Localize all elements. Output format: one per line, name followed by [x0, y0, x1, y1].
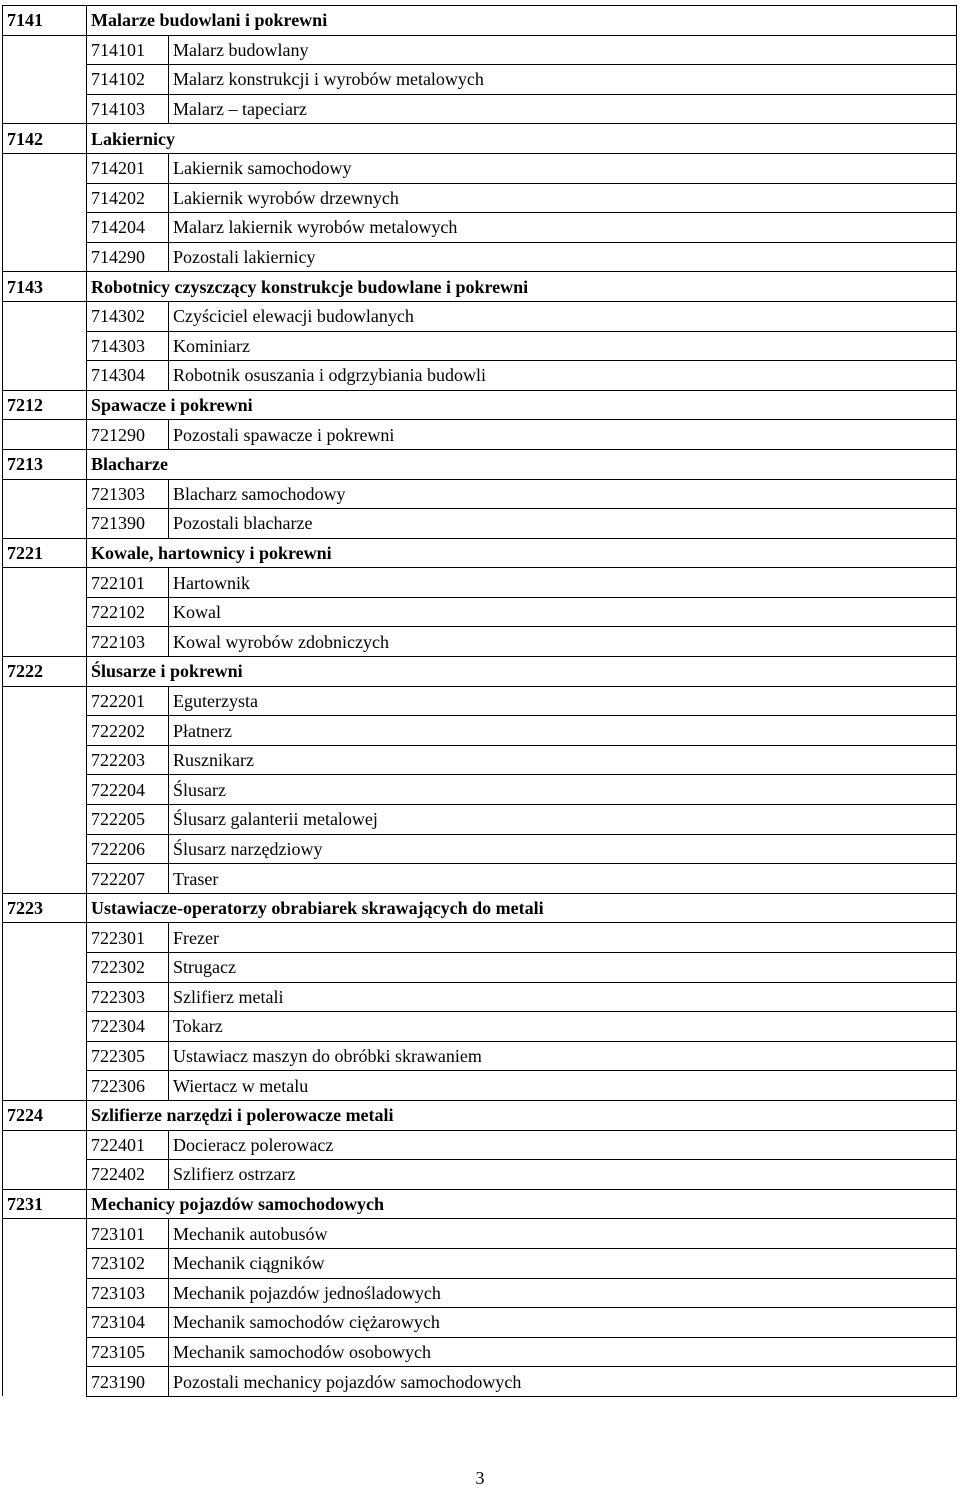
item-name: Ślusarz galanterii metalowej	[169, 805, 957, 835]
item-code: 714304	[87, 361, 169, 391]
item-code: 714204	[87, 213, 169, 243]
item-name: Kominiarz	[169, 331, 957, 361]
item-row	[3, 213, 957, 243]
item-code: 722204	[87, 775, 169, 805]
item-row	[3, 35, 957, 65]
item-name: Malarz konstrukcji i wyrobów metalowych	[169, 65, 957, 95]
item-code: 723105	[87, 1337, 169, 1367]
blank-cell	[3, 597, 87, 627]
blank-cell	[3, 331, 87, 361]
group-row	[3, 893, 957, 923]
item-name: Wiertacz w metalu	[169, 1071, 957, 1101]
blank-cell	[3, 686, 87, 716]
group-name: Ślusarze i pokrewni	[87, 657, 957, 687]
group-row	[3, 449, 957, 479]
group-name: Ustawiacze-operatorzy obrabiarek skrawających do metali	[87, 893, 957, 923]
item-row	[3, 94, 957, 124]
item-row	[3, 1248, 957, 1278]
blank-cell	[3, 183, 87, 213]
group-row	[3, 538, 957, 568]
occupation-table	[2, 5, 957, 1397]
item-row	[3, 301, 957, 331]
group-name: Mechanicy pojazdów samochodowych	[87, 1189, 957, 1219]
blank-cell	[3, 745, 87, 775]
group-code: 7142	[3, 124, 87, 154]
blank-cell	[3, 982, 87, 1012]
blank-cell	[3, 301, 87, 331]
item-code: 714290	[87, 242, 169, 272]
item-row	[3, 568, 957, 598]
item-code: 722303	[87, 982, 169, 1012]
item-row	[3, 1337, 957, 1367]
item-name: Pozostali lakiernicy	[169, 242, 957, 272]
item-code: 714103	[87, 94, 169, 124]
page-number: 3	[475, 1468, 485, 1488]
group-code: 7223	[3, 893, 87, 923]
item-row	[3, 834, 957, 864]
blank-cell	[3, 94, 87, 124]
blank-cell	[3, 1248, 87, 1278]
item-code: 722305	[87, 1041, 169, 1071]
item-name: Mechanik ciągników	[169, 1248, 957, 1278]
item-name: Hartownik	[169, 568, 957, 598]
item-row	[3, 479, 957, 509]
blank-cell	[3, 834, 87, 864]
blank-cell	[3, 627, 87, 657]
item-name: Rusznikarz	[169, 745, 957, 775]
item-name: Pozostali spawacze i pokrewni	[169, 420, 957, 450]
item-name: Frezer	[169, 923, 957, 953]
item-row	[3, 1041, 957, 1071]
item-code: 714302	[87, 301, 169, 331]
item-code: 714202	[87, 183, 169, 213]
blank-cell	[3, 65, 87, 95]
blank-cell	[3, 805, 87, 835]
item-name: Malarz lakiernik wyrobów metalowych	[169, 213, 957, 243]
item-name: Robotnik osuszania i odgrzybiania budowli	[169, 361, 957, 391]
blank-cell	[3, 1130, 87, 1160]
group-code: 7224	[3, 1100, 87, 1130]
item-code: 722304	[87, 1012, 169, 1042]
item-row	[3, 716, 957, 746]
group-code: 7213	[3, 449, 87, 479]
item-code: 722101	[87, 568, 169, 598]
item-code: 723103	[87, 1278, 169, 1308]
blank-cell	[3, 923, 87, 953]
group-name: Szlifierze narzędzi i polerowacze metali	[87, 1100, 957, 1130]
blank-cell	[3, 1337, 87, 1367]
item-name: Eguterzysta	[169, 686, 957, 716]
item-name: Mechanik pojazdów jednośladowych	[169, 1278, 957, 1308]
item-row	[3, 420, 957, 450]
item-name: Pozostali blacharze	[169, 509, 957, 539]
item-name: Mechanik samochodów ciężarowych	[169, 1308, 957, 1338]
item-row	[3, 331, 957, 361]
item-code: 722401	[87, 1130, 169, 1160]
item-row	[3, 65, 957, 95]
item-name: Lakiernik samochodowy	[169, 153, 957, 183]
item-name: Docieracz polerowacz	[169, 1130, 957, 1160]
item-code: 723101	[87, 1219, 169, 1249]
blank-cell	[3, 1071, 87, 1101]
blank-cell	[3, 775, 87, 805]
group-row	[3, 1189, 957, 1219]
item-code: 722206	[87, 834, 169, 864]
item-row	[3, 242, 957, 272]
item-code: 714303	[87, 331, 169, 361]
blank-cell	[3, 953, 87, 983]
item-name: Mechanik samochodów osobowych	[169, 1337, 957, 1367]
item-code: 722207	[87, 864, 169, 894]
item-row	[3, 153, 957, 183]
item-code: 714102	[87, 65, 169, 95]
item-name: Ślusarz	[169, 775, 957, 805]
item-code: 722301	[87, 923, 169, 953]
item-code: 721290	[87, 420, 169, 450]
blank-cell	[3, 479, 87, 509]
blank-cell	[3, 716, 87, 746]
item-row	[3, 745, 957, 775]
item-code: 721303	[87, 479, 169, 509]
group-code: 7231	[3, 1189, 87, 1219]
item-row	[3, 864, 957, 894]
item-name: Ustawiacz maszyn do obróbki skrawaniem	[169, 1041, 957, 1071]
item-row	[3, 1367, 957, 1397]
item-row	[3, 1071, 957, 1101]
group-code: 7221	[3, 538, 87, 568]
blank-cell	[3, 1160, 87, 1190]
group-row	[3, 1100, 957, 1130]
group-name: Spawacze i pokrewni	[87, 390, 957, 420]
item-code: 722205	[87, 805, 169, 835]
item-code: 722201	[87, 686, 169, 716]
item-code: 721390	[87, 509, 169, 539]
item-row	[3, 183, 957, 213]
item-row	[3, 775, 957, 805]
item-row	[3, 509, 957, 539]
item-name: Tokarz	[169, 1012, 957, 1042]
item-name: Szlifierz ostrzarz	[169, 1160, 957, 1190]
group-code: 7141	[3, 6, 87, 36]
group-row	[3, 272, 957, 302]
item-code: 722402	[87, 1160, 169, 1190]
blank-cell	[3, 568, 87, 598]
item-name: Kowal wyrobów zdobniczych	[169, 627, 957, 657]
item-row	[3, 1308, 957, 1338]
group-code: 7143	[3, 272, 87, 302]
blank-cell	[3, 153, 87, 183]
item-name: Malarz budowlany	[169, 35, 957, 65]
blank-cell	[3, 1367, 87, 1397]
item-code: 722202	[87, 716, 169, 746]
item-name: Kowal	[169, 597, 957, 627]
group-row	[3, 390, 957, 420]
item-name: Ślusarz narzędziowy	[169, 834, 957, 864]
item-row	[3, 597, 957, 627]
group-code: 7222	[3, 657, 87, 687]
item-code: 722302	[87, 953, 169, 983]
item-code: 722203	[87, 745, 169, 775]
blank-cell	[3, 1041, 87, 1071]
group-name: Malarze budowlani i pokrewni	[87, 6, 957, 36]
item-name: Lakiernik wyrobów drzewnych	[169, 183, 957, 213]
item-row	[3, 982, 957, 1012]
blank-cell	[3, 1308, 87, 1338]
group-row	[3, 6, 957, 36]
item-code: 714101	[87, 35, 169, 65]
item-name: Strugacz	[169, 953, 957, 983]
group-name: Robotnicy czyszczący konstrukcje budowlane i pokrewni	[87, 272, 957, 302]
item-code: 722102	[87, 597, 169, 627]
item-row	[3, 686, 957, 716]
group-row	[3, 657, 957, 687]
item-row	[3, 953, 957, 983]
group-row	[3, 124, 957, 154]
item-row	[3, 1160, 957, 1190]
item-row	[3, 1219, 957, 1249]
item-code: 722103	[87, 627, 169, 657]
item-name: Szlifierz metali	[169, 982, 957, 1012]
item-name: Malarz – tapeciarz	[169, 94, 957, 124]
item-code: 723102	[87, 1248, 169, 1278]
blank-cell	[3, 509, 87, 539]
blank-cell	[3, 242, 87, 272]
blank-cell	[3, 1219, 87, 1249]
blank-cell	[3, 1012, 87, 1042]
item-code: 722306	[87, 1071, 169, 1101]
item-name: Blacharz samochodowy	[169, 479, 957, 509]
item-row	[3, 805, 957, 835]
item-name: Czyściciel elewacji budowlanych	[169, 301, 957, 331]
item-name: Traser	[169, 864, 957, 894]
item-row	[3, 923, 957, 953]
group-name: Lakiernicy	[87, 124, 957, 154]
item-row	[3, 627, 957, 657]
group-name: Kowale, hartownicy i pokrewni	[87, 538, 957, 568]
item-name: Mechanik autobusów	[169, 1219, 957, 1249]
group-name: Blacharze	[87, 449, 957, 479]
blank-cell	[3, 361, 87, 391]
item-row	[3, 1278, 957, 1308]
blank-cell	[3, 213, 87, 243]
blank-cell	[3, 35, 87, 65]
blank-cell	[3, 420, 87, 450]
item-code: 723190	[87, 1367, 169, 1397]
item-code: 723104	[87, 1308, 169, 1338]
group-code: 7212	[3, 390, 87, 420]
blank-cell	[3, 1278, 87, 1308]
item-row	[3, 361, 957, 391]
item-row	[3, 1012, 957, 1042]
blank-cell	[3, 864, 87, 894]
item-row	[3, 1130, 957, 1160]
item-name: Pozostali mechanicy pojazdów samochodowych	[169, 1367, 957, 1397]
item-code: 714201	[87, 153, 169, 183]
table-body	[3, 6, 957, 1397]
item-name: Płatnerz	[169, 716, 957, 746]
